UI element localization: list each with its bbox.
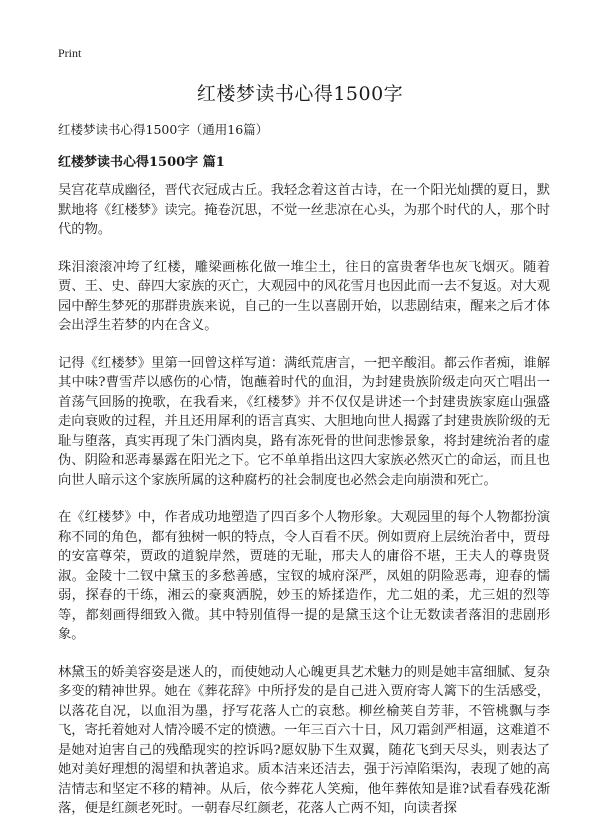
section-heading: 红楼梦读书心得1500字 篇1 <box>58 155 225 170</box>
document-body <box>58 181 550 837</box>
body-paragraph-5: 林黛玉的娇美容姿是迷人的，而使她动人心魄更具艺术魅力的则是她丰富细腻、复杂多变的精神世界。她在《葬花辞》中所抒发的是自己进入贾府寄人篱下的生活感受，以落花自况，以血泪为墨，抒写花落人亡的哀愁。柳丝榆荚自芳菲，不管桃飘与李飞，寄托着她对人情冷暖不定的愤懑。一年三百六十日，风刀霜剑严相逼，这难道不是她对迫害自己的残酷现实的控诉吗?愿奴胁下生双翼，随花飞到天尽头，则表达了她对美好理想的渴望和执著追求。质本洁来还洁去，强于污淖陷渠沟，表现了她的高洁情志和坚定不移的精神。从后，依今葬花人笑痴，他年葬侬知是谁?试看春残花渐落，便是红颜老死时。一朝春尽红颜老，花落人亡两不知，向读者探 <box>58 664 550 816</box>
body-paragraph-2: 珠泪滚滚冲垮了红楼，雕梁画栋化做一堆尘土，往日的富贵奢华也灰飞烟灭。随着贾、王、史、薛四大家族的灭亡，大观园中的风花雪月也因此而一去不复返。对大观园中醉生梦死的那群贵族来说，自己的一生以喜剧开始，以悲剧结束，醒来之后才体会出浮生若梦的内在含义。 <box>58 259 550 333</box>
body-paragraph-1: 吴宫花草成幽径，晋代衣冠成古丘。我轻念着这首古诗，在一个阳光灿撰的夏日，默默地将《红楼梦》读完。掩卷沉思，不觉一丝悲凉在心头，为那个时代的人，那个时代的物。 <box>58 183 550 237</box>
body-paragraph-3: 记得《红楼梦》里第一回曾这样写道：满纸荒唐言，一把辛酸泪。都云作者痴，谁解其中味?曹雪芹以感伤的心情，饱蘸着时代的血泪，为封建贵族阶级走向灭亡唱出一首荡气回肠的挽歌，在我看来，《红楼梦》并不仅仅是讲述一个封建贵族家庭山强盛走向衰败的过程，并且还用犀利的语言真实、大胆地向世人揭露了封建贵族阶级的无耻与堕落，真实再现了朱门酒肉臭，路有冻死骨的世间悲惨景象，将封建统治者的虚伪、阴险和恶毒暴露在阳光之下。它不单单指出这四大家族必然灭亡的命运，而且也向世人暗示这个家族所属的这种腐朽的社会制度也必然会走向崩溃和死亡。 <box>58 355 550 488</box>
body-paragraph-4: 在《红楼梦》中，作者成功地塑造了四百多个人物形象。大观园里的每个人物都扮演称不同的角色，都有独树一帜的特点，令人百看不厌。例如贾府上层统治者中，贾母的安富尊荣，贾政的道貌岸然，贾琏的无耻，邢夫人的庸俗不堪，王夫人的尊贵贤淑。金陵十二钗中黛玉的多愁善感，宝钗的城府深严，凤姐的阴险恶毒，迎春的懦弱，探春的干练，湘云的豪爽洒脱，妙玉的矫揉造作，尤二姐的柔，尤三姐的烈等等，都刻画得细致入微。其中特别值得一提的是黛玉这个让无数读者落泪的悲剧形象。 <box>58 510 550 642</box>
document-subtitle: 红楼梦读书心得1500字（通用16篇） <box>58 122 269 137</box>
document-title: 红楼梦读书心得1500字 <box>196 83 404 105</box>
print-link[interactable]: Print <box>58 46 82 60</box>
